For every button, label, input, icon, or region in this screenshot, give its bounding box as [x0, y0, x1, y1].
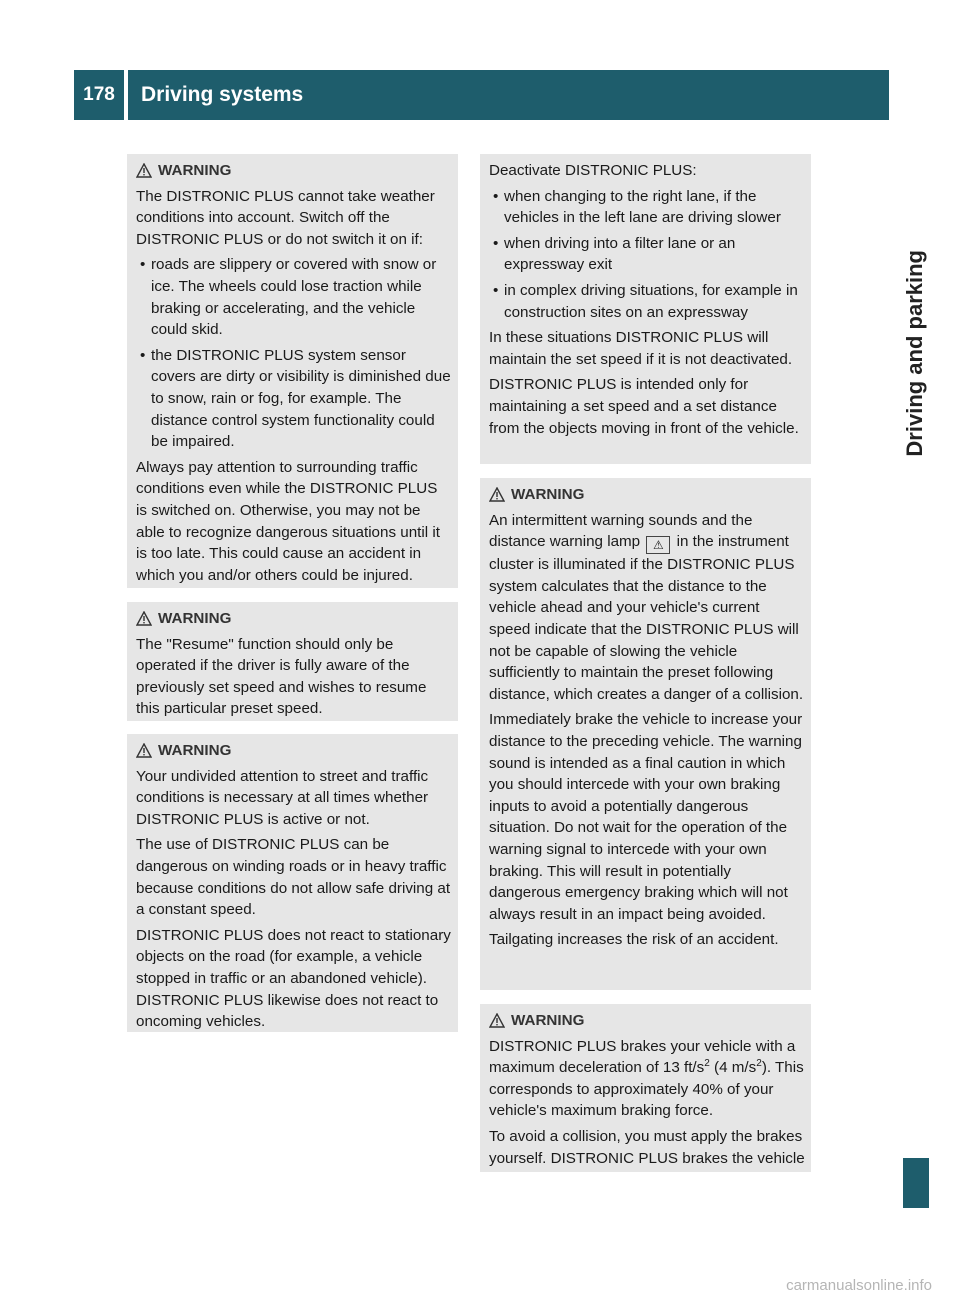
- info-paragraph: In these situations DISTRONIC PLUS will maintain the set speed if it is not deactivated.: [489, 329, 793, 368]
- warning-paragraph: The use of DISTRONIC PLUS can be dangerous on winding roads or in heavy traffic because conditions do not allow safe driving at a constant speed.: [136, 836, 451, 919]
- warning-heading: [136, 740, 452, 762]
- warning-title: WARNING: [158, 162, 232, 179]
- info-paragraph: DISTRONIC PLUS is intended only for maintaining a set speed and a set distance from the objects moving in front of the vehicle.: [489, 376, 799, 437]
- list-item: • when changing to the right lane, if the vehicles in the left lane are driving slower: [489, 186, 805, 229]
- warning-triangle-icon: [136, 743, 152, 758]
- warning-triangle-icon: [136, 163, 152, 178]
- warning-heading: [136, 160, 452, 182]
- warning-title: WARNING: [511, 486, 585, 503]
- warning-triangle-icon: [489, 487, 505, 502]
- list-item: • in complex driving situations, for example in construction sites on an expressway: [489, 280, 805, 323]
- warning-triangle-icon: [489, 1013, 505, 1028]
- page-header: [74, 70, 889, 120]
- warning-paragraph: DISTRONIC PLUS does not react to stationary objects on the road (for example, a vehicle stopped in traffic or an abandoned vehicle). DISTRONIC PLUS likewise does not react to oncoming vehicles.: [136, 926, 451, 1031]
- warning-triangle-icon: [136, 611, 152, 626]
- superscript: 2: [704, 1058, 710, 1070]
- warning-title: WARNING: [158, 742, 232, 759]
- side-tab-label: Driving and parking: [902, 250, 927, 457]
- warning-outro: Always pay attention to surrounding traffic conditions even while the DISTRONIC PLUS is switched on. Otherwise, you may not be able to recognize dangerous situations until it is too late. This could cause an accident in which you and/or others could be injured.: [136, 458, 440, 584]
- list-item: • the DISTRONIC PLUS system sensor covers are dirty or visibility is diminished due to snow, rain or fog, for example. The distance control system functionality could be impaired.: [136, 345, 452, 453]
- list-item: • roads are slippery or covered with snow or ice. The wheels could lose traction while braking or accelerating, and the vehicle could skid.: [136, 254, 452, 340]
- warning-box-distance: [480, 478, 811, 990]
- warning-paragraph: Immediately brake the vehicle to increase your distance to the preceding vehicle. The warning sound is intended as a final caution in which you should intercede with your own braking inputs to avoid a potentially dangerous situation. Do not wait for the operation of the warning signal to intercede with your own braking. This will result in potentially dangerous emergency braking which will not always result in an impact being avoided.: [489, 711, 803, 923]
- warning-bullet-list: [136, 254, 452, 452]
- warning-paragraph: [489, 1036, 805, 1122]
- superscript: 2: [756, 1058, 762, 1070]
- warning-box-weather: [127, 154, 458, 588]
- distance-warning-lamp-icon: ⚠: [646, 536, 670, 554]
- warning-heading: [489, 484, 805, 506]
- warning-title: WARNING: [158, 610, 232, 627]
- watermark: carmanualsonline.info: [786, 1277, 932, 1294]
- info-heading: Deactivate DISTRONIC PLUS:: [489, 162, 697, 179]
- warning-paragraph: [489, 510, 805, 706]
- warning-box-braking: [480, 1004, 811, 1172]
- deceleration-text-c: ). This corresponds to approximately 40% of your vehicle's maximum braking force.: [489, 1059, 804, 1120]
- warning-title: WARNING: [511, 1012, 585, 1029]
- warning-heading: [489, 1010, 805, 1032]
- info-bullet-list: [489, 186, 805, 324]
- warning-intro: The DISTRONIC PLUS cannot take weather conditions into account. Switch off the DISTRONIC PLUS or do not switch it on if:: [136, 187, 435, 248]
- warning-box-resume: [127, 602, 458, 721]
- info-box-deactivate: [480, 154, 811, 464]
- warning-text-after-lamp: in the instrument cluster is illuminated if the DISTRONIC PLUS system calculates that the distance to the vehicle ahead and your vehicle's current speed indicate that the DISTRONIC PLUS will not be capable of slowing the vehicle sufficiently to maintain the preset following distance, which creates a danger of a collision.: [489, 533, 804, 703]
- warning-heading: [136, 608, 452, 630]
- warning-box-attention: [127, 734, 458, 1032]
- warning-text: The "Resume" function should only be operated if the driver is fully aware of the previously set speed and wishes to resume this particular preset speed.: [136, 635, 427, 718]
- list-item: • when driving into a filter lane or an expressway exit: [489, 233, 805, 276]
- page-number: 178: [74, 70, 124, 120]
- deceleration-text-a: DISTRONIC PLUS brakes your vehicle with a maximum deceleration of 13 ft/s: [489, 1037, 796, 1077]
- warning-paragraph: Your undivided attention to street and traffic conditions is necessary at all times whether DISTRONIC PLUS is active or not.: [136, 767, 429, 828]
- deceleration-text-b: (4 m/s: [709, 1059, 757, 1077]
- side-tab: [900, 130, 930, 1150]
- warning-text-before-lamp: An intermittent warning sounds and the distance warning lamp: [489, 511, 753, 551]
- warning-paragraph: To avoid a collision, you must apply the brakes yourself. DISTRONIC PLUS brakes the vehicle: [489, 1127, 805, 1167]
- side-tab-marker: [903, 1158, 929, 1208]
- warning-paragraph: Tailgating increases the risk of an accident.: [489, 931, 779, 949]
- section-title: Driving systems: [128, 70, 889, 120]
